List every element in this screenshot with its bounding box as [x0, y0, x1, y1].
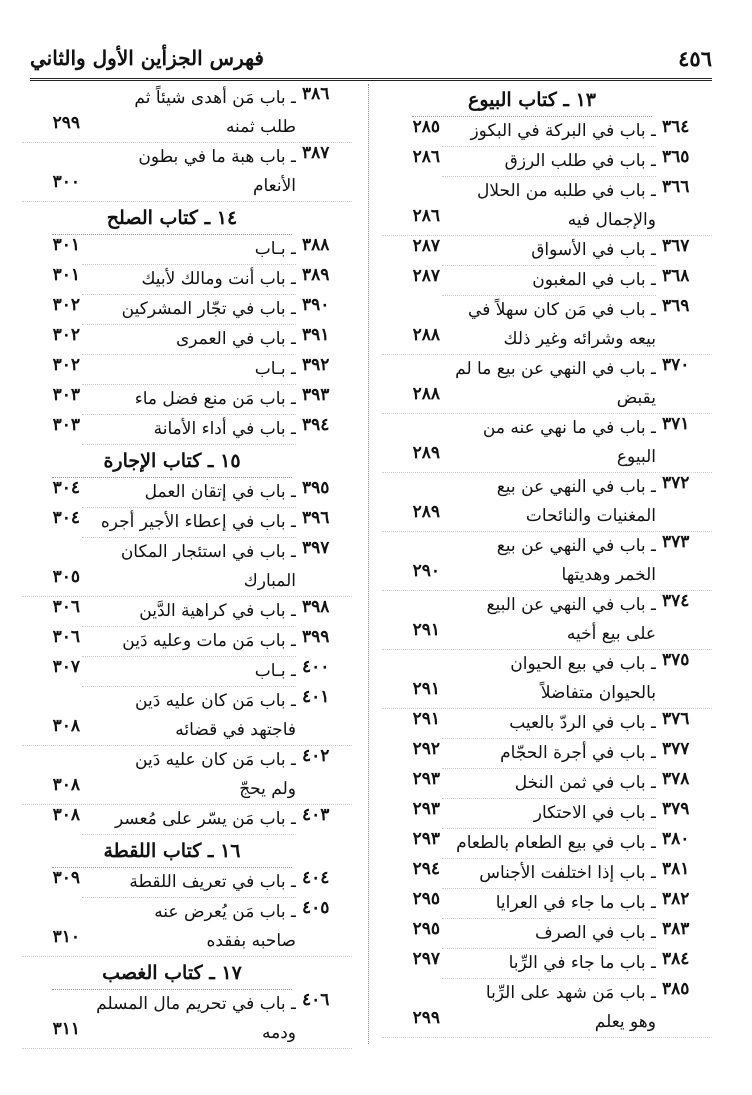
entry-page-number: ٣٠٢ — [52, 295, 80, 315]
entry-page-number: ٢٨٨ — [412, 325, 440, 345]
entry-title-line: الخمر وهديتها — [561, 565, 656, 585]
index-entry — [22, 325, 352, 355]
entry-number: ٣٦٧ — [662, 236, 690, 256]
entry-page-number: ٢٩١ — [412, 709, 440, 729]
entry-title-line: على بيع أخيه — [566, 624, 656, 644]
section-title: ١٣ ـ كتاب البيوع — [412, 84, 652, 117]
index-entry — [22, 478, 352, 508]
entry-title-line: ـ باب مَن منع فضل ماء — [82, 385, 296, 415]
entry-title-line: ـ باب في إعطاء الأجير أجره — [82, 508, 296, 538]
index-entry — [22, 385, 352, 415]
index-entry — [382, 266, 712, 296]
index-entry — [382, 591, 712, 650]
entry-page-number: ٢٩٠ — [412, 561, 440, 581]
entry-title-line: ولم يحجّ — [239, 779, 296, 799]
entry-number: ٣٧٥ — [662, 650, 690, 670]
entry-number: ٣٧٧ — [662, 739, 690, 759]
entry-number: ٣٨٨ — [302, 235, 330, 255]
entry-page-number: ٣٠٢ — [52, 325, 80, 345]
entry-page-number: ٣٠٣ — [52, 415, 80, 435]
entry-number: ٣٩٦ — [302, 508, 330, 528]
entry-title-line: ـ باب في تجّار المشركين — [82, 295, 296, 325]
entry-number: ٣٩٠ — [302, 295, 330, 315]
entry-page-number: ٣١٠ — [52, 927, 80, 947]
entry-title-line: ـ باب في الردّ بالعيب — [442, 709, 656, 739]
entry-number: ٣٧٩ — [662, 799, 690, 819]
entry-page-number: ٣٠٧ — [52, 657, 80, 677]
entry-number: ٣٨١ — [662, 859, 690, 879]
entry-title-line: ـ باب في ثمن النخل — [442, 769, 656, 799]
entry-number: ٣٩٢ — [302, 355, 330, 375]
entry-page-number: ٢٩١ — [412, 679, 440, 699]
entry-page-number: ٢٩٩ — [52, 113, 80, 133]
entry-title-line: صاحبه بفقده — [206, 931, 296, 951]
section-title: ١٦ ـ كتاب اللقطة — [52, 835, 292, 868]
entry-page-number: ٣٠٦ — [52, 597, 80, 617]
left-column — [22, 84, 352, 1049]
entry-title-line: ـ باب في النهي عن بيع — [496, 536, 656, 556]
entry-number: ٣٨٩ — [302, 265, 330, 285]
index-entry — [22, 805, 352, 835]
index-entry — [382, 739, 712, 769]
entry-title-line: ـ باب مَن مات وعليه دَين — [82, 627, 296, 657]
index-entry — [382, 236, 712, 266]
entry-title-line: المبارك — [243, 571, 296, 591]
index-entry — [382, 414, 712, 473]
entry-page-number: ٣١١ — [52, 1019, 80, 1039]
entry-page-number: ٢٨٦ — [412, 147, 440, 167]
entry-page-number: ٣٠١ — [52, 235, 80, 255]
entry-page-number: ٣٠٥ — [52, 567, 80, 587]
entry-page-number: ٢٩٥ — [412, 889, 440, 909]
entry-title-line: ـ باب في أجرة الحجّام — [442, 739, 656, 769]
entry-title-line: ـ باب مَن كان عليه دَين — [135, 691, 296, 711]
section-title: ١٧ ـ كتاب الغصب — [52, 957, 292, 990]
index-entry — [22, 868, 352, 898]
index-entry — [382, 859, 712, 889]
index-entry — [22, 538, 352, 597]
entry-number: ٣٧٨ — [662, 769, 690, 789]
entry-page-number: ٣٠٦ — [52, 627, 80, 647]
entry-title-line: ـ باب في الصرف — [442, 919, 656, 949]
entry-title-line: ـ باب مَن أهدى شيئاً ثم — [134, 88, 296, 108]
entry-title-line: ـ باب في الاحتكار — [442, 799, 656, 829]
entry-number: ٣٩٤ — [302, 415, 330, 435]
entry-title-line: ودمه — [262, 1023, 296, 1043]
entry-title-line: ـ باب في الأسواق — [442, 236, 656, 266]
entry-number: ٣٨٢ — [662, 889, 690, 909]
entry-page-number: ٢٩١ — [412, 620, 440, 640]
entry-title-line: ـ باب أنت ومالك لأبيك — [82, 265, 296, 295]
entry-title-line: ـ باب في النهي عن بيع ما لم — [455, 359, 656, 379]
index-entry — [22, 508, 352, 538]
entry-title-line: ـ باب ما جاء في الرِّبا — [442, 949, 656, 979]
entry-number: ٣٩٣ — [302, 385, 330, 405]
entry-number: ٣٩٨ — [302, 597, 330, 617]
entry-number: ٤٠٠ — [302, 657, 330, 677]
entry-title-line: المغنيات والنائحات — [525, 506, 656, 526]
entry-title-line: ـ باب في العمرى — [82, 325, 296, 355]
entry-title-line: طلب ثمنه — [225, 117, 296, 137]
index-entry — [382, 769, 712, 799]
section-title: ١٤ ـ كتاب الصلح — [52, 202, 292, 235]
index-entry — [22, 627, 352, 657]
index-entry — [382, 949, 712, 979]
entry-page-number: ٢٨٩ — [412, 502, 440, 522]
entry-title-line: والإجمال فيه — [567, 210, 656, 230]
entry-number: ٣٨٦ — [302, 84, 330, 104]
entry-title-line: ـ باب مَن يُعرض عنه — [154, 902, 296, 922]
entry-title-line: ـ باب في طلب الرزق — [442, 147, 656, 177]
index-entry — [22, 898, 352, 957]
entry-title-line: الأنعام — [252, 176, 296, 196]
index-entry — [22, 235, 352, 265]
page-number: ٤٥٦ — [678, 45, 712, 71]
index-entry — [382, 979, 712, 1038]
entry-title-line: ـ باب ما جاء في العرايا — [442, 889, 656, 919]
entry-title-line: ـ باب في طلبه من الحلال — [476, 181, 656, 201]
section-title: ١٥ ـ كتاب الإجارة — [52, 445, 292, 478]
entry-number: ٣٩٥ — [302, 478, 330, 498]
index-entry — [382, 147, 712, 177]
entry-number: ٣٨٣ — [662, 919, 690, 939]
index-entry — [22, 415, 352, 445]
index-entry — [22, 355, 352, 385]
entry-page-number: ٢٩٥ — [412, 919, 440, 939]
entry-page-number: ٣٠٤ — [52, 508, 80, 528]
entry-title-line: يقبض — [616, 388, 656, 408]
entry-page-number: ٢٩٣ — [412, 769, 440, 789]
entry-page-number: ٢٨٧ — [412, 266, 440, 286]
entry-title-line: ـ باب في البركة في البكوز — [442, 117, 656, 147]
entry-number: ٣٧٢ — [662, 473, 690, 493]
entry-number: ٤٠٤ — [302, 868, 330, 888]
entry-title-line: ـ بـاب — [82, 657, 296, 687]
entry-page-number: ٢٩٤ — [412, 859, 440, 879]
index-entry — [382, 829, 712, 859]
entry-number: ٤٠٦ — [302, 990, 330, 1010]
entry-title-line: ـ باب في بيع الطعام بالطعام — [442, 829, 656, 859]
entry-number: ٣٧٤ — [662, 591, 690, 611]
entry-page-number: ٣٠٣ — [52, 385, 80, 405]
index-entry — [382, 889, 712, 919]
entry-number: ٣٦٨ — [662, 266, 690, 286]
entry-number: ٣٦٤ — [662, 117, 690, 137]
index-entry — [382, 355, 712, 414]
entry-page-number: ٢٩٩ — [412, 1008, 440, 1028]
entry-title-line: ـ باب في كراهية الدَّين — [82, 597, 296, 627]
entry-title-line: ـ باب في النهي عن بيع — [496, 477, 656, 497]
index-entry — [22, 746, 352, 805]
entry-title-line: ـ باب مَن كان عليه دَين — [135, 750, 296, 770]
entry-title-line: ـ باب في أداء الأمانة — [82, 415, 296, 445]
entry-number: ٣٦٦ — [662, 177, 690, 197]
index-entry — [22, 597, 352, 627]
index-entry — [382, 296, 712, 355]
entry-number: ٣٦٩ — [662, 296, 690, 316]
entry-page-number: ٣٠١ — [52, 265, 80, 285]
index-entry — [382, 799, 712, 829]
entry-page-number: ٢٩٣ — [412, 829, 440, 849]
entry-page-number: ٣٠٢ — [52, 355, 80, 375]
entry-title-line: ـ باب مَن شهد على الرِّبا — [485, 983, 656, 1003]
entry-number: ٤٠١ — [302, 687, 330, 707]
entry-page-number: ٢٩٧ — [412, 949, 440, 969]
entry-number: ٣٨٧ — [302, 143, 330, 163]
entry-number: ٤٠٥ — [302, 898, 330, 918]
entry-title-line: فاجتهد في قضائه — [175, 720, 296, 740]
index-entry — [22, 687, 352, 746]
entry-title-line: ـ بـاب — [82, 235, 296, 265]
entry-title-line: بالحيوان متفاضلاً — [540, 683, 656, 703]
entry-title-line: ـ باب في استئجار المكان — [120, 542, 296, 562]
entry-number: ٣٧٦ — [662, 709, 690, 729]
entry-title-line: البيوع — [616, 447, 656, 467]
entry-page-number: ٣٠٩ — [52, 868, 80, 888]
entry-title-line: ـ باب في تعريف اللقطة — [82, 868, 296, 898]
entry-page-number: ٢٩٢ — [412, 739, 440, 759]
index-entry — [22, 84, 352, 143]
index-entry — [382, 117, 712, 147]
entry-title-line: ـ باب في بيع الحيوان — [510, 654, 656, 674]
entry-page-number: ٢٨٧ — [412, 236, 440, 256]
entry-page-number: ٣٠٨ — [52, 716, 80, 736]
entry-title-line: وهو يعلم — [594, 1012, 656, 1032]
index-entry — [382, 473, 712, 532]
entry-page-number: ٣٠٤ — [52, 478, 80, 498]
column-divider — [368, 84, 369, 1044]
entry-title-line: بيعه وشرائه وغير ذلك — [503, 329, 656, 349]
entry-title-line: ـ باب في المغبون — [442, 266, 656, 296]
index-entry — [22, 143, 352, 202]
entry-number: ٣٩٧ — [302, 538, 330, 558]
entry-page-number: ٣٠٠ — [52, 172, 80, 192]
entry-title-line: ـ باب في النهي عن البيع — [486, 595, 656, 615]
right-column — [382, 84, 712, 1038]
entry-title-line: ـ باب مَن يسّر على مُعسر — [82, 805, 296, 835]
entry-number: ٤٠٣ — [302, 805, 330, 825]
entry-number: ٤٠٢ — [302, 746, 330, 766]
entry-number: ٣٨٤ — [662, 949, 690, 969]
entry-page-number: ٢٨٨ — [412, 384, 440, 404]
entry-title-line: ـ باب في ما نهي عنه من — [482, 418, 656, 438]
index-entry — [382, 177, 712, 236]
entry-number: ٣٩٩ — [302, 627, 330, 647]
page-header — [30, 38, 712, 81]
entry-number: ٣٩١ — [302, 325, 330, 345]
entry-number: ٣٨٥ — [662, 979, 690, 999]
index-entry — [22, 657, 352, 687]
index-entry — [382, 709, 712, 739]
entry-title-line: ـ باب في مَن كان سهلاً في — [468, 300, 656, 320]
entry-number: ٣٧١ — [662, 414, 690, 434]
entry-title-line: ـ باب في إتقان العمل — [82, 478, 296, 508]
entry-page-number: ٢٩٣ — [412, 799, 440, 819]
entry-page-number: ٢٨٩ — [412, 443, 440, 463]
entry-page-number: ٣٠٨ — [52, 805, 80, 825]
index-entry — [22, 265, 352, 295]
entry-page-number: ٢٨٦ — [412, 206, 440, 226]
entry-number: ٣٦٥ — [662, 147, 690, 167]
entry-number: ٣٨٠ — [662, 829, 690, 849]
index-entry — [382, 919, 712, 949]
entry-title-line: ـ بـاب — [82, 355, 296, 385]
entry-page-number: ٣٠٨ — [52, 775, 80, 795]
entry-number: ٣٧٣ — [662, 532, 690, 552]
entry-title-line: ـ باب هبة ما في بطون — [138, 147, 296, 167]
index-entry — [382, 650, 712, 709]
entry-title-line: ـ باب في تحريم مال المسلم — [96, 994, 296, 1014]
entry-title-line: ـ باب إذا اختلفت الأجناس — [442, 859, 656, 889]
entry-number: ٣٧٠ — [662, 355, 690, 375]
index-entry — [382, 532, 712, 591]
entry-page-number: ٢٨٥ — [412, 117, 440, 137]
index-entry — [22, 990, 352, 1049]
running-title: فهرس الجزأين الأول والثاني — [30, 46, 264, 70]
index-entry — [22, 295, 352, 325]
